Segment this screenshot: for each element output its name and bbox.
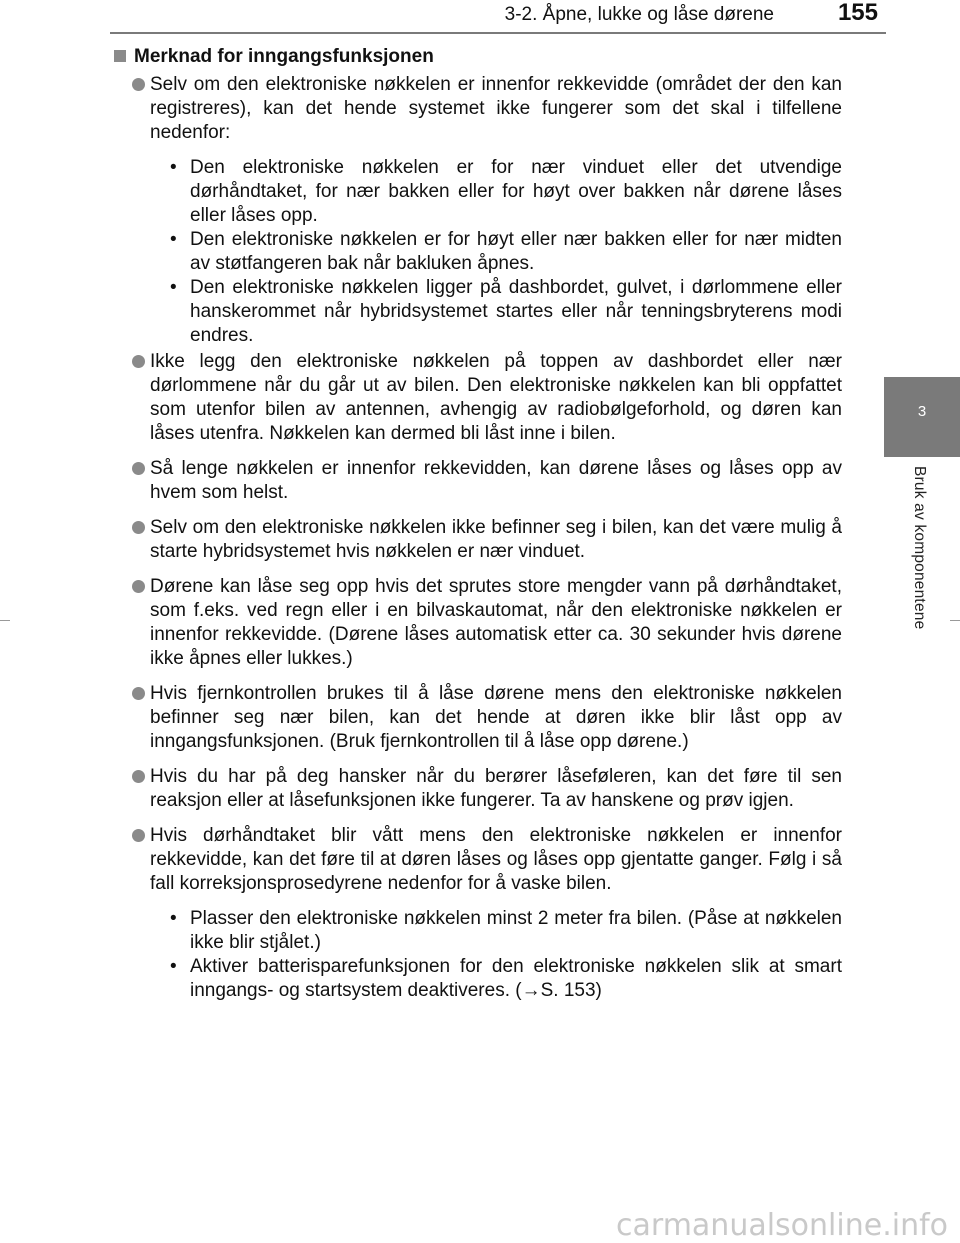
bullet-text: Så lenge nøkkelen er innenfor rekkevidden, kan dørene låses og låses opp av hvem som helst. bbox=[150, 458, 842, 503]
sub-bullet-item bbox=[170, 228, 842, 276]
bullet-text: Ikke legg den elektroniske nøkkelen på toppen av dashbordet eller nær dørlommene når du går ut av bilen. Den elektroniske nøkkelen kan bli oppfattet som utenfor bilen av antennen, avhengig av radiobølgeforhold, og døren kan låses utenfra. Nøkkelen kan dermed bli låst inne i bilen. bbox=[150, 351, 842, 444]
sub-bullet-icon: • bbox=[170, 956, 177, 977]
sub-bullet-item bbox=[170, 907, 842, 955]
bullet-text: Selv om den elektroniske nøkkelen er innenfor rekkevidde (området der den kan registreres), kan det hende systemet ikke fungerer som det skal i tilfellene nedenfor: bbox=[150, 74, 842, 143]
round-bullet-icon bbox=[132, 521, 145, 534]
sub-bullet-icon: • bbox=[170, 157, 177, 178]
watermark-text: carmanualsonline.info bbox=[616, 1208, 948, 1243]
header-rule bbox=[110, 32, 886, 34]
round-bullet-icon bbox=[132, 580, 145, 593]
sub-bullet-icon: • bbox=[170, 229, 177, 250]
crop-mark-right bbox=[950, 620, 960, 621]
round-bullet-icon bbox=[132, 78, 145, 91]
bullet-text: Hvis dørhåndtaket blir vått mens den elektroniske nøkkelen er innenfor rekkevidde, kan det føre til at døren låses og låses opp gjentatte ganger. Følg i så fall korreksjonsprosedyrene nedenfor for å vaske bilen. bbox=[150, 825, 842, 894]
sub-bullet-text: Aktiver batterisparefunksjonen for den elektroniske nøkkelen slik at smart inngangs- og startsystem deaktiveres. (→S. 153) bbox=[190, 956, 842, 1001]
bullet-text: Selv om den elektroniske nøkkelen ikke befinner seg i bilen, kan det være mulig å starte hybridsystemet hvis nøkkelen er nær vinduet. bbox=[150, 517, 842, 562]
round-bullet-icon bbox=[132, 355, 145, 368]
bullet-item bbox=[110, 682, 842, 754]
sub-bullet-item bbox=[170, 955, 842, 1003]
sub-bullet-item bbox=[170, 276, 842, 348]
bullet-item bbox=[110, 73, 842, 145]
chapter-number: 3 bbox=[917, 403, 927, 420]
bullet-item bbox=[110, 575, 842, 671]
sub-bullet-icon: • bbox=[170, 277, 177, 298]
round-bullet-icon bbox=[132, 687, 145, 700]
sub-bullet-text: Plasser den elektroniske nøkkelen minst 2 meter fra bilen. (Påse at nøkkelen ikke blir stjålet.) bbox=[190, 908, 842, 953]
section-heading bbox=[110, 45, 842, 69]
bullet-text: Dørene kan låse seg opp hvis det sprutes store mengder vann på dørhåndtaket, som f.eks. ved regn eller i en bilvaskautomat, når den elektroniske nøkkelen er innenfor rekkevidde. (Dørene låses automatisk etter ca. 30 sekunder hvis dørene ikke åpnes eller lukkes.) bbox=[150, 576, 842, 669]
sub-bullet-list bbox=[170, 156, 842, 348]
bullet-list bbox=[110, 73, 842, 1003]
sub-bullet-item bbox=[170, 156, 842, 228]
sub-bullet-text: Den elektroniske nøkkelen er for høyt eller nær bakken eller for nær midten av støtfangeren bak når bakluken åpnes. bbox=[190, 229, 842, 274]
sub-bullet-icon: • bbox=[170, 908, 177, 929]
page-content bbox=[110, 45, 842, 1005]
chapter-number-box bbox=[884, 377, 960, 457]
bullet-item bbox=[110, 516, 842, 564]
bullet-item bbox=[110, 824, 842, 896]
chapter-label: Bruk av komponentene bbox=[911, 466, 928, 630]
bullet-text: Hvis fjernkontrollen brukes til å låse dørene mens den elektroniske nøkkelen befinner seg nær bilen, kan det hende at døren ikke blir låst opp av inngangsfunksjonen. (Bruk fjernkontrollen til å låse opp dørene.) bbox=[150, 683, 842, 752]
crop-mark-left bbox=[0, 620, 10, 621]
round-bullet-icon bbox=[132, 770, 145, 783]
bullet-item bbox=[110, 457, 842, 505]
section-heading-text: Merknad for inngangsfunksjonen bbox=[134, 46, 434, 67]
bullet-text: Hvis du har på deg hansker når du berører låseføleren, kan det føre til sen reaksjon eller at låsefunksjonen ikke fungerer. Ta av hanskene og prøv igjen. bbox=[150, 766, 842, 811]
sub-bullet-list bbox=[170, 907, 842, 1003]
chapter-side-tab bbox=[884, 0, 960, 1242]
round-bullet-icon bbox=[132, 829, 145, 842]
bullet-item bbox=[110, 765, 842, 813]
page-number: 155 bbox=[837, 0, 878, 26]
page-header bbox=[0, 0, 960, 40]
sub-bullet-text: Den elektroniske nøkkelen er for nær vinduet eller det utvendige dørhåndtaket, for nær bakken eller for høyt over bakken når dørene låses eller låses opp. bbox=[190, 157, 842, 226]
sub-bullet-text: Den elektroniske nøkkelen ligger på dashbordet, gulvet, i dørlommene eller hanskerommet når hybridsystemet startes eller når tenningsbryterens modi endres. bbox=[190, 277, 842, 346]
section-title: 3-2. Åpne, lukke og låse dørene bbox=[504, 4, 774, 25]
round-bullet-icon bbox=[132, 462, 145, 475]
square-bullet-icon bbox=[114, 50, 126, 62]
bullet-item bbox=[110, 350, 842, 446]
